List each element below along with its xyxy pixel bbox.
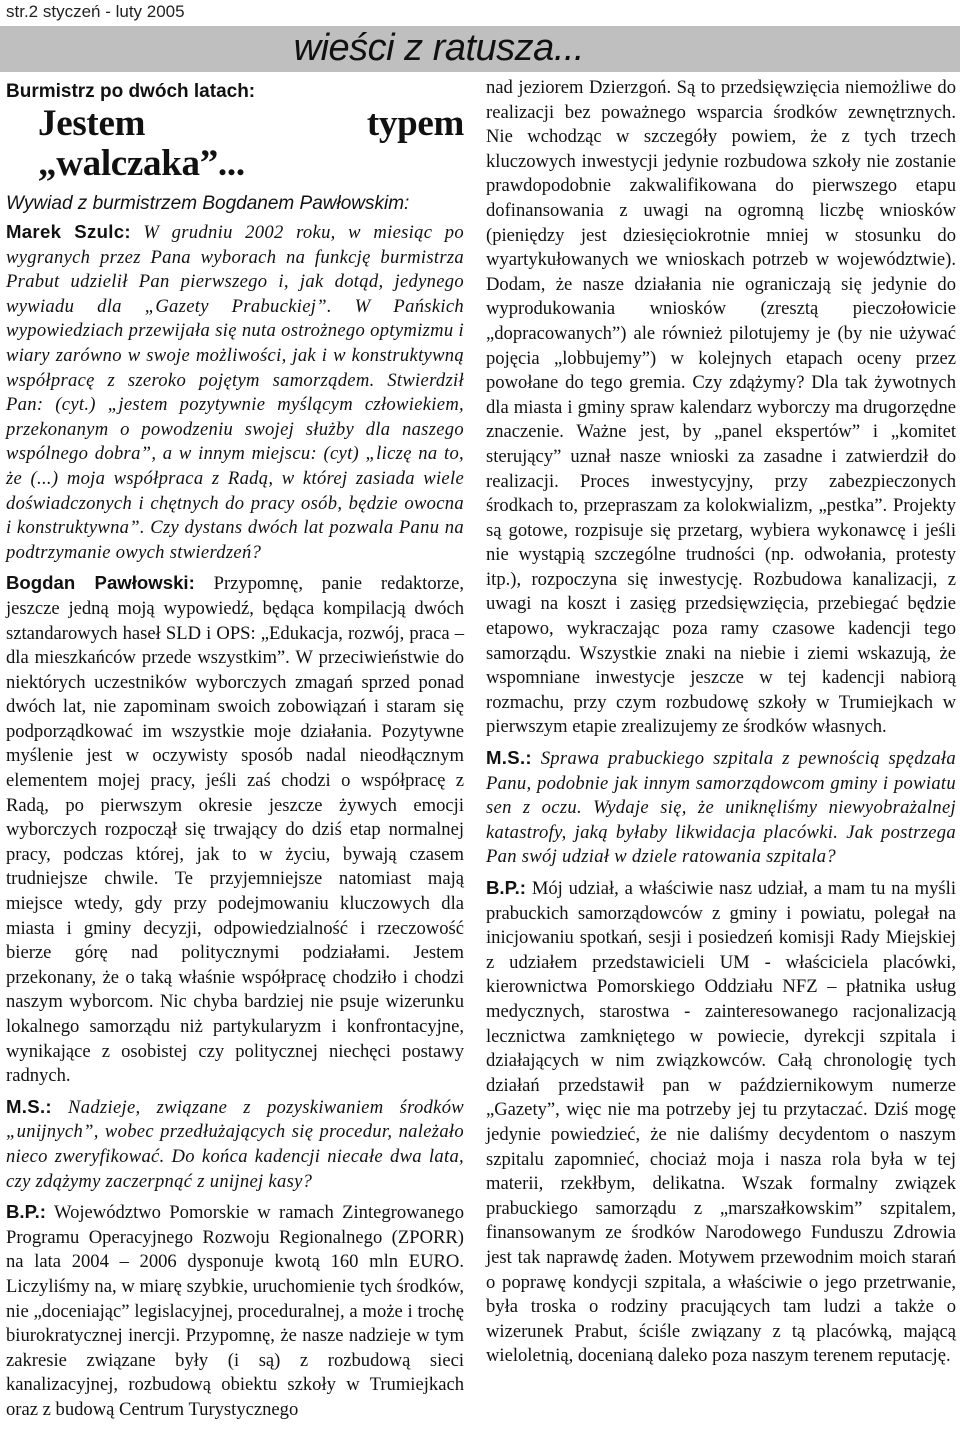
answer-text: Województwo Pomorskie w ramach Zintegrowanego Programu Operacyjnego Rozwoju Regionalnego (ZPORR) na lata 2004 – 2006 dysponuje kwotą 160 mln EURO. Liczyliśmy na, w miarę szybkie, uruchomienie tych środków, nie „doceniając” legislacyjnej, proceduralnej, a może i trochę biurokratycznej inercji. Przypomnę, że nasze nadzieje w tym zakresie związane były (i są) z rozbudową sieci kanalizacyjnej, rozbudową obiektu szkoły w Trumiejkach oraz z budową Centrum Turystycznego xyxy=(6,1202,464,1420)
question-1 xyxy=(6,220,464,565)
speaker-label: M.S.: xyxy=(486,747,532,769)
speaker-label: B.P.: xyxy=(6,1201,46,1223)
section-banner xyxy=(0,26,960,72)
section-title: wieści z ratusza... xyxy=(293,27,584,69)
article-headline: Jestem typem „walczaka”... xyxy=(38,103,464,184)
article-column-left xyxy=(6,80,464,1429)
speaker-label: M.S.: xyxy=(6,1095,52,1117)
page-info: str.2 styczeń - luty 2005 xyxy=(6,2,185,21)
question-text: Sprawa prabuckiego szpitala z pewnością spędzała Panu, podobnie jak innym samorządowcom gminy i powiatu sen z oczu. Wydaje się, że uniknęliśmy niewyobrażalnej katastrofy, jaką byłaby likwidacja placówki. Jak postrzega Pan swój udział w dziele ratowania szpitala? xyxy=(486,748,956,868)
article-intro: Wywiad z burmistrzem Bogdanem Pawłowskim: xyxy=(6,193,410,214)
speaker-label: B.P.: xyxy=(486,877,526,898)
article-column-right xyxy=(486,76,956,1375)
question-3 xyxy=(486,746,956,870)
answer-2-continued xyxy=(486,76,956,740)
article-kicker: Burmistrz po dwóch latach: xyxy=(6,81,256,102)
question-2 xyxy=(6,1095,464,1194)
speaker-label: Bogdan Pawłowski: xyxy=(6,572,195,594)
answer-text: nad jeziorem Dzierzgoń. Są to przedsięwzięcia niemożliwe do realizacji bez poważnego wsparcia środków zewnętrznych. Nie wchodząc w szczegóły powiem, że z tych trzech kluczowych inwestycji jedynie rozbudowa szkoły nie zostanie prawdopodobnie zakwalifikowana do pierwszego etapu dofinansowania z uwagi na ogromną liczbę wniosków (pieniędzy jest dziesięciokrotnie mniej w stosunku do wyartykułowanych we wnioskach potrzeb w województwie). Dodam, że nasze działania nie ograniczają się jedynie do wyprodukowania wniosków (zresztą pieczołowicie „dopracowanych”) ale również pilotujemy je (by nie używać pojęcia „lobbujemy”) w kolejnych etapach oceny przez powołane do tego gremia. Czy zdążymy? Dla tak żywotnych dla miasta i gminy spraw kalendarz wyborczy ma drugorzędne znaczenie. Ważne jest, by „panel ekspertów” i „komitet sterujący” uznał nasze wnioski za zasadne i zatwierdził do realizacji. Proces inwestycyjny, przy zabezpieczonych środkach to, przepraszam za kolokwializm, „pestka”. Projekty są gotowe, rozpisuje się przetarg, wybiera wykonawcę i jeśli nie wystąpią szczególne trudności (np. odwołania, protesty itp.), rozpoczyna się inwestycję. Rozbudowa kanalizacji, z uwagi na koszt i zasięg przedsięwzięcia, przebiegać będzie etapowo, wykraczając poza ramy czasowe kadencji tego samorządu. Wszystkie znaki na niebie i ziemi wskazują, że wspomniane inwestycje jeszcze w tej kadencji nabiorą rozmachu, przy czym rozbudowę szkoły w Trumiejkach w pierwszym etapie zrealizujemy ze środków własnych. xyxy=(486,77,956,738)
answer-2 xyxy=(6,1200,464,1422)
answer-1 xyxy=(6,571,464,1088)
answer-3 xyxy=(486,876,956,1369)
question-text: W grudniu 2002 roku, w miesiąc po wygranych przez Pana wyborach na funkcję burmistrza Prabut udzielił Pan pierwszego i, jak dotąd, jedynego wywiadu dla „Gazety Prabuckiej”. W Pańskich wypowiedziach przewijała się nuta ostrożnego optymizmu i wiary zarówno w swoje możliwości, jak i w konstruktywną współpracę z szeroko pojętym samorządem. Stwierdził Pan: (cyt.) „jestem pozytywnie myślącym człowiekiem, przekonanym o powodzeniu swojej służby dla naszego wspólnego dobra”, a w innym miejscu: (cyt) „liczę na to, że (...) moja współpraca z Radą, w której zasiada wiele doświadczonych i chętnych do pracy osób, będzie owocna i konstruktywna”. Czy dystans dwóch lat pozwala Panu na podtrzymanie owych stwierdzeń? xyxy=(6,222,464,563)
answer-text: Mój udział, a właściwie nasz udział, a mam tu na myśli prabuckich samorządowców z gminy i powiatu, polegał na inicjowaniu spotkań, sesji i posiedzeń komisji Rady Miejskiej z udziałem przedstawicieli UM - właściciela placówki, kierownictwa Pomorskiego Oddziału NFZ – płatnika usług medycznych, starostwa - zainteresowanego racjonalizacją lecznictwa zamkniętego w powiecie, dyrekcji szpitala i działających w nim związkowców. Całą chronologię tych działań przedstawił pan w październikowym numerze „Gazety”, więc nie ma potrzeby jej tu przytaczać. Dziś mogę jedynie powiedzieć, że nie daliśmy decydentom o naszym szpitalu zapomnieć, chociaż moja i nasza rola była w tej materii, rzekłbym, delikatna. Wszak formalny związek prabuckiego samorządu z „marszałkowskim” szpitalem, finansowanym ze środków Narodowego Funduszu Zdrowia jest tak naprawdę żaden. Motywem przewodnim moich starań o poprawę kondycji szpitala, a właściwie o jego przetrwanie, była troska o rodziny pracujących tam ludzi a także o wizerunek Prabut, ściśle związany z tą placówką, mającą wieloletnią, docenianą daleko poza naszym terenem reputację. xyxy=(486,878,956,1367)
answer-text: Przypomnę, panie redaktorze, jeszcze jedną moją wypowiedź, będąca kompilacją dwóch sztandarowych haseł SLD i OPS: „Edukacja, rozwój, praca – dla mieszkańców przede wszystkim”. W przeciwieństwie do niektórych uczestników wyborczych zmagań sprzed ponad dwóch lat, nie zapominam swoich zobowiązań i staram się podporządkować im wszystkie moje działania. Pozytywne myślenie jest w oczywisty sposób nadal nieodłącznym elementem mojej pracy, jeśli zaś chodzi o współpracę z Radą, po pierwszym okresie jeszcze żywych emocji wyborczych rozpoczął się trwający do dziś etap normalnej pracy, podczas której, jak to w życiu, bywają czasem trudniejsze chwile. Te przyjemniejsze natomiast mają miejsce wtedy, gdy przy podejmowaniu kluczowych dla miasta i gminy decyzji, odpowiedzialność i rzeczowość bierze górę nad politycznymi podziałami. Jestem przekonany, że o taką właśnie współpracę chodziło i chodzi naszym wyborcom. Nic chyba bardziej nie psuje wizerunku lokalnego samorządu niż partykularyzm i konfrontacyjne, wynikające z osobistej czy politycznej niechęci postawy radnych. xyxy=(6,573,464,1087)
speaker-label: Marek Szulc: xyxy=(6,221,131,242)
question-text: Nadzieje, związane z pozyskiwaniem środków „unijnych”, wobec przedłużających się procedur, należało nieco zweryfikować. Do końca kadencji niecałe dwa lata, czy zdążymy zaczerpnąć z unijnej kasy? xyxy=(6,1096,464,1192)
